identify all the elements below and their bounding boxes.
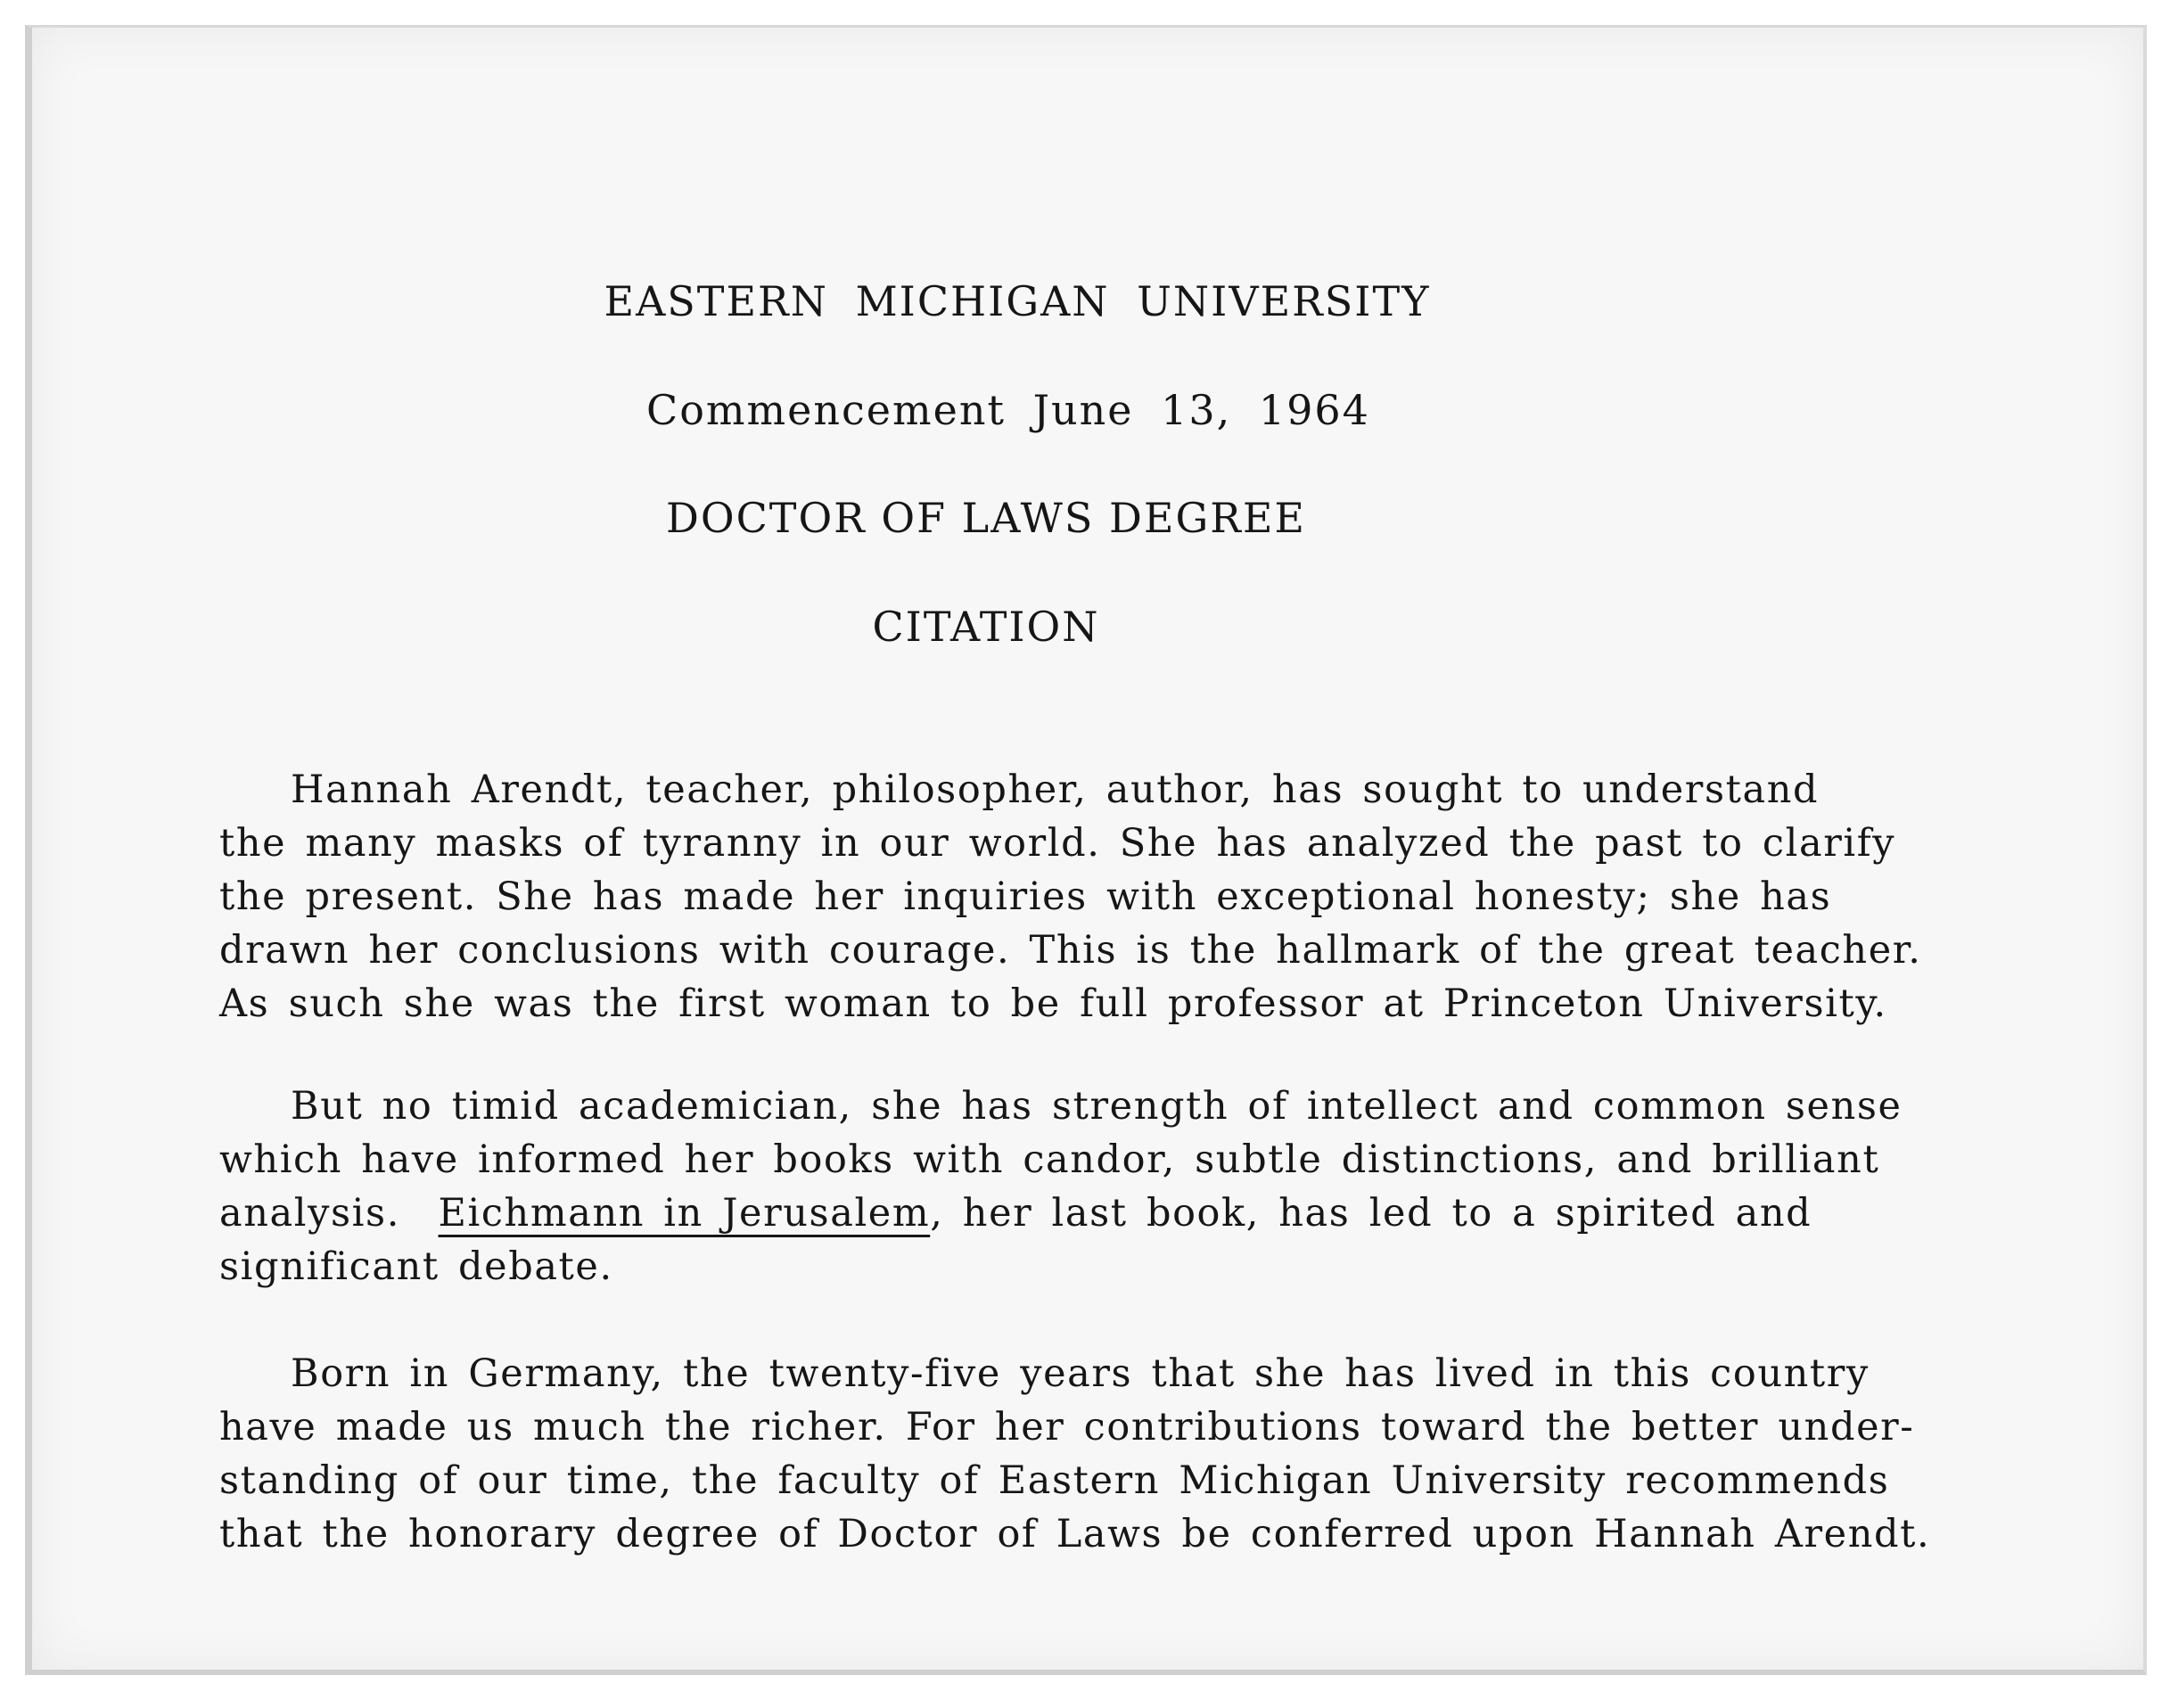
paragraph-1 xyxy=(219,763,2092,1031)
paragraph-line: which have informed her books with candor, subtle distinctions, and brilliant xyxy=(219,1137,1880,1182)
paragraph-line: have made us much the richer. For her contributions toward the better under- xyxy=(219,1405,1915,1449)
paragraph-line: Born in Germany, the twenty-five years that she has lived in this country xyxy=(291,1351,1870,1396)
book-title: Eichmann in Jerusalem xyxy=(438,1191,931,1236)
paragraph-line: the present. She has made her inquiries with exceptional honesty; she has xyxy=(219,875,1832,919)
line-prefix: analysis. xyxy=(219,1191,400,1236)
degree-heading: DOCTOR OF LAWS DEGREE xyxy=(665,494,1306,542)
paragraph-line: But no timid academician, she has strength of intellect and common sense xyxy=(291,1084,1903,1129)
citation-card xyxy=(25,25,2147,1675)
paragraph-line xyxy=(219,1187,2092,1240)
paragraph-3 xyxy=(219,1347,2092,1561)
paragraph-line: significant debate. xyxy=(219,1244,613,1289)
paragraph-line: Hannah Arendt, teacher, philosopher, author, has sought to understand xyxy=(291,768,1820,812)
university-heading: EASTERN MICHIGAN UNIVERSITY xyxy=(604,277,1431,325)
paragraph-2 xyxy=(219,1080,2092,1293)
paragraph-line: the many masks of tyranny in our world. She has analyzed the past to clarify xyxy=(219,821,1896,866)
paragraph-line: standing of our time, the faculty of Eastern Michigan University recommends xyxy=(219,1458,1890,1503)
citation-heading: CITATION xyxy=(872,603,1100,651)
paragraph-line: that the honorary degree of Doctor of Laws be conferred upon Hannah Arendt. xyxy=(219,1512,1931,1556)
line-suffix: , her last book, has led to a spirited and xyxy=(930,1191,1812,1236)
paragraph-line: drawn her conclusions with courage. This is the hallmark of the great teacher. xyxy=(219,928,1922,973)
commencement-date: Commencement June 13, 1964 xyxy=(646,386,1370,434)
paragraph-line: As such she was the first woman to be full professor at Princeton University. xyxy=(219,981,1887,1026)
